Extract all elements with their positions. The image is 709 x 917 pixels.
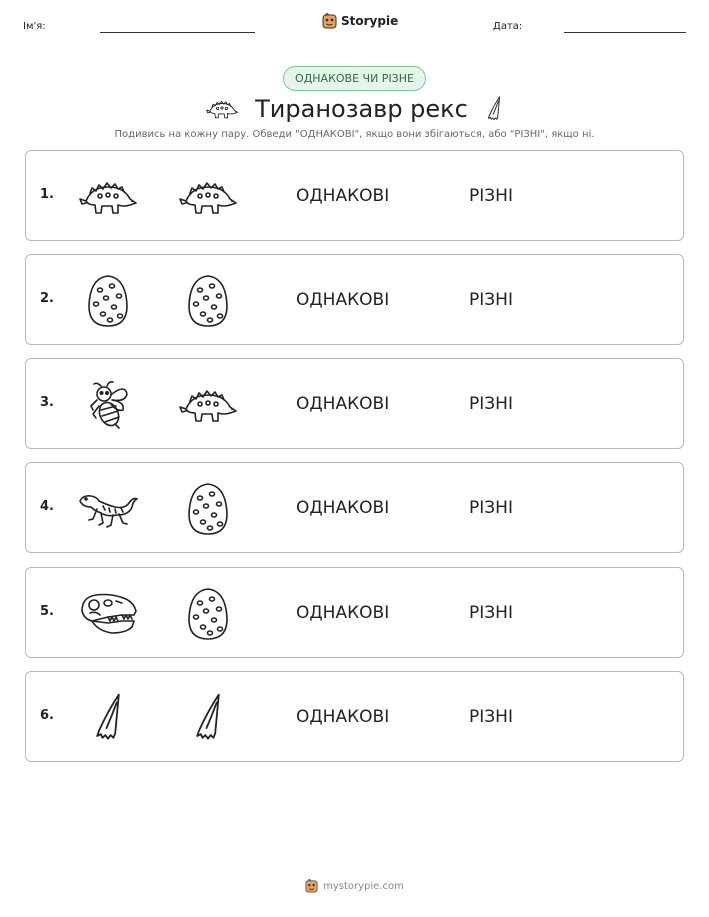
bee-icon (76, 377, 140, 433)
option-same[interactable]: ОДНАКОВІ (296, 603, 390, 623)
option-different[interactable]: РІЗНІ (469, 394, 513, 414)
storypie-mascot-icon (322, 13, 337, 29)
option-same[interactable]: ОДНАКОВІ (296, 498, 390, 518)
row-number: 4. (40, 499, 54, 514)
option-different[interactable]: РІЗНІ (469, 186, 513, 206)
name-label: Ім'я: (23, 21, 46, 32)
dino-claw-icon (176, 690, 240, 746)
pair-row-2 (25, 254, 684, 345)
footer-url[interactable]: mystorypie.com (323, 880, 404, 892)
pair-row-5 (25, 567, 684, 658)
ankylosaurus-icon (176, 169, 240, 225)
option-different[interactable]: РІЗНІ (469, 603, 513, 623)
name-line[interactable] (100, 32, 255, 33)
ankylosaurus-icon (176, 377, 240, 433)
dino-egg-icon (176, 586, 240, 642)
dino-claw-icon (76, 690, 140, 746)
title-row (0, 92, 709, 126)
option-different[interactable]: РІЗНІ (469, 290, 513, 310)
dino-egg-icon (176, 481, 240, 537)
footer (0, 879, 709, 893)
option-different[interactable]: РІЗНІ (469, 498, 513, 518)
pair-row-4 (25, 462, 684, 553)
date-label: Дата: (493, 21, 523, 32)
worksheet-title: Тиранозавр рекс (255, 95, 468, 123)
worksheet-type-badge: ОДНАКОВЕ ЧИ РІЗНЕ (283, 66, 426, 91)
ankylosaurus-icon (205, 98, 239, 120)
row-number: 1. (40, 187, 54, 202)
row-number: 6. (40, 708, 54, 723)
row-number: 5. (40, 604, 54, 619)
brand-logo (322, 13, 398, 29)
pair-row-3 (25, 358, 684, 449)
trex-skull-icon (76, 586, 140, 642)
row-number: 3. (40, 395, 54, 410)
dino-egg-icon (76, 273, 140, 329)
ankylosaurus-icon (76, 169, 140, 225)
instructions: Подивись на кожну пару. Обведи "ОДНАКОВІ", якщо вони збігаються, або "РІЗНІ", якщо ні. (114, 129, 595, 140)
pair-row-1 (25, 150, 684, 241)
option-same[interactable]: ОДНАКОВІ (296, 707, 390, 727)
brand-name: Storypie (341, 14, 399, 28)
option-different[interactable]: РІЗНІ (469, 707, 513, 727)
storypie-mascot-icon (305, 879, 318, 893)
row-number: 2. (40, 291, 54, 306)
option-same[interactable]: ОДНАКОВІ (296, 290, 390, 310)
lizard-icon (76, 481, 140, 537)
option-same[interactable]: ОДНАКОВІ (296, 186, 390, 206)
pair-row-6 (25, 671, 684, 762)
dino-egg-icon (176, 273, 240, 329)
option-same[interactable]: ОДНАКОВІ (296, 394, 390, 414)
date-line[interactable] (564, 32, 686, 33)
dino-claw-icon (484, 95, 504, 123)
